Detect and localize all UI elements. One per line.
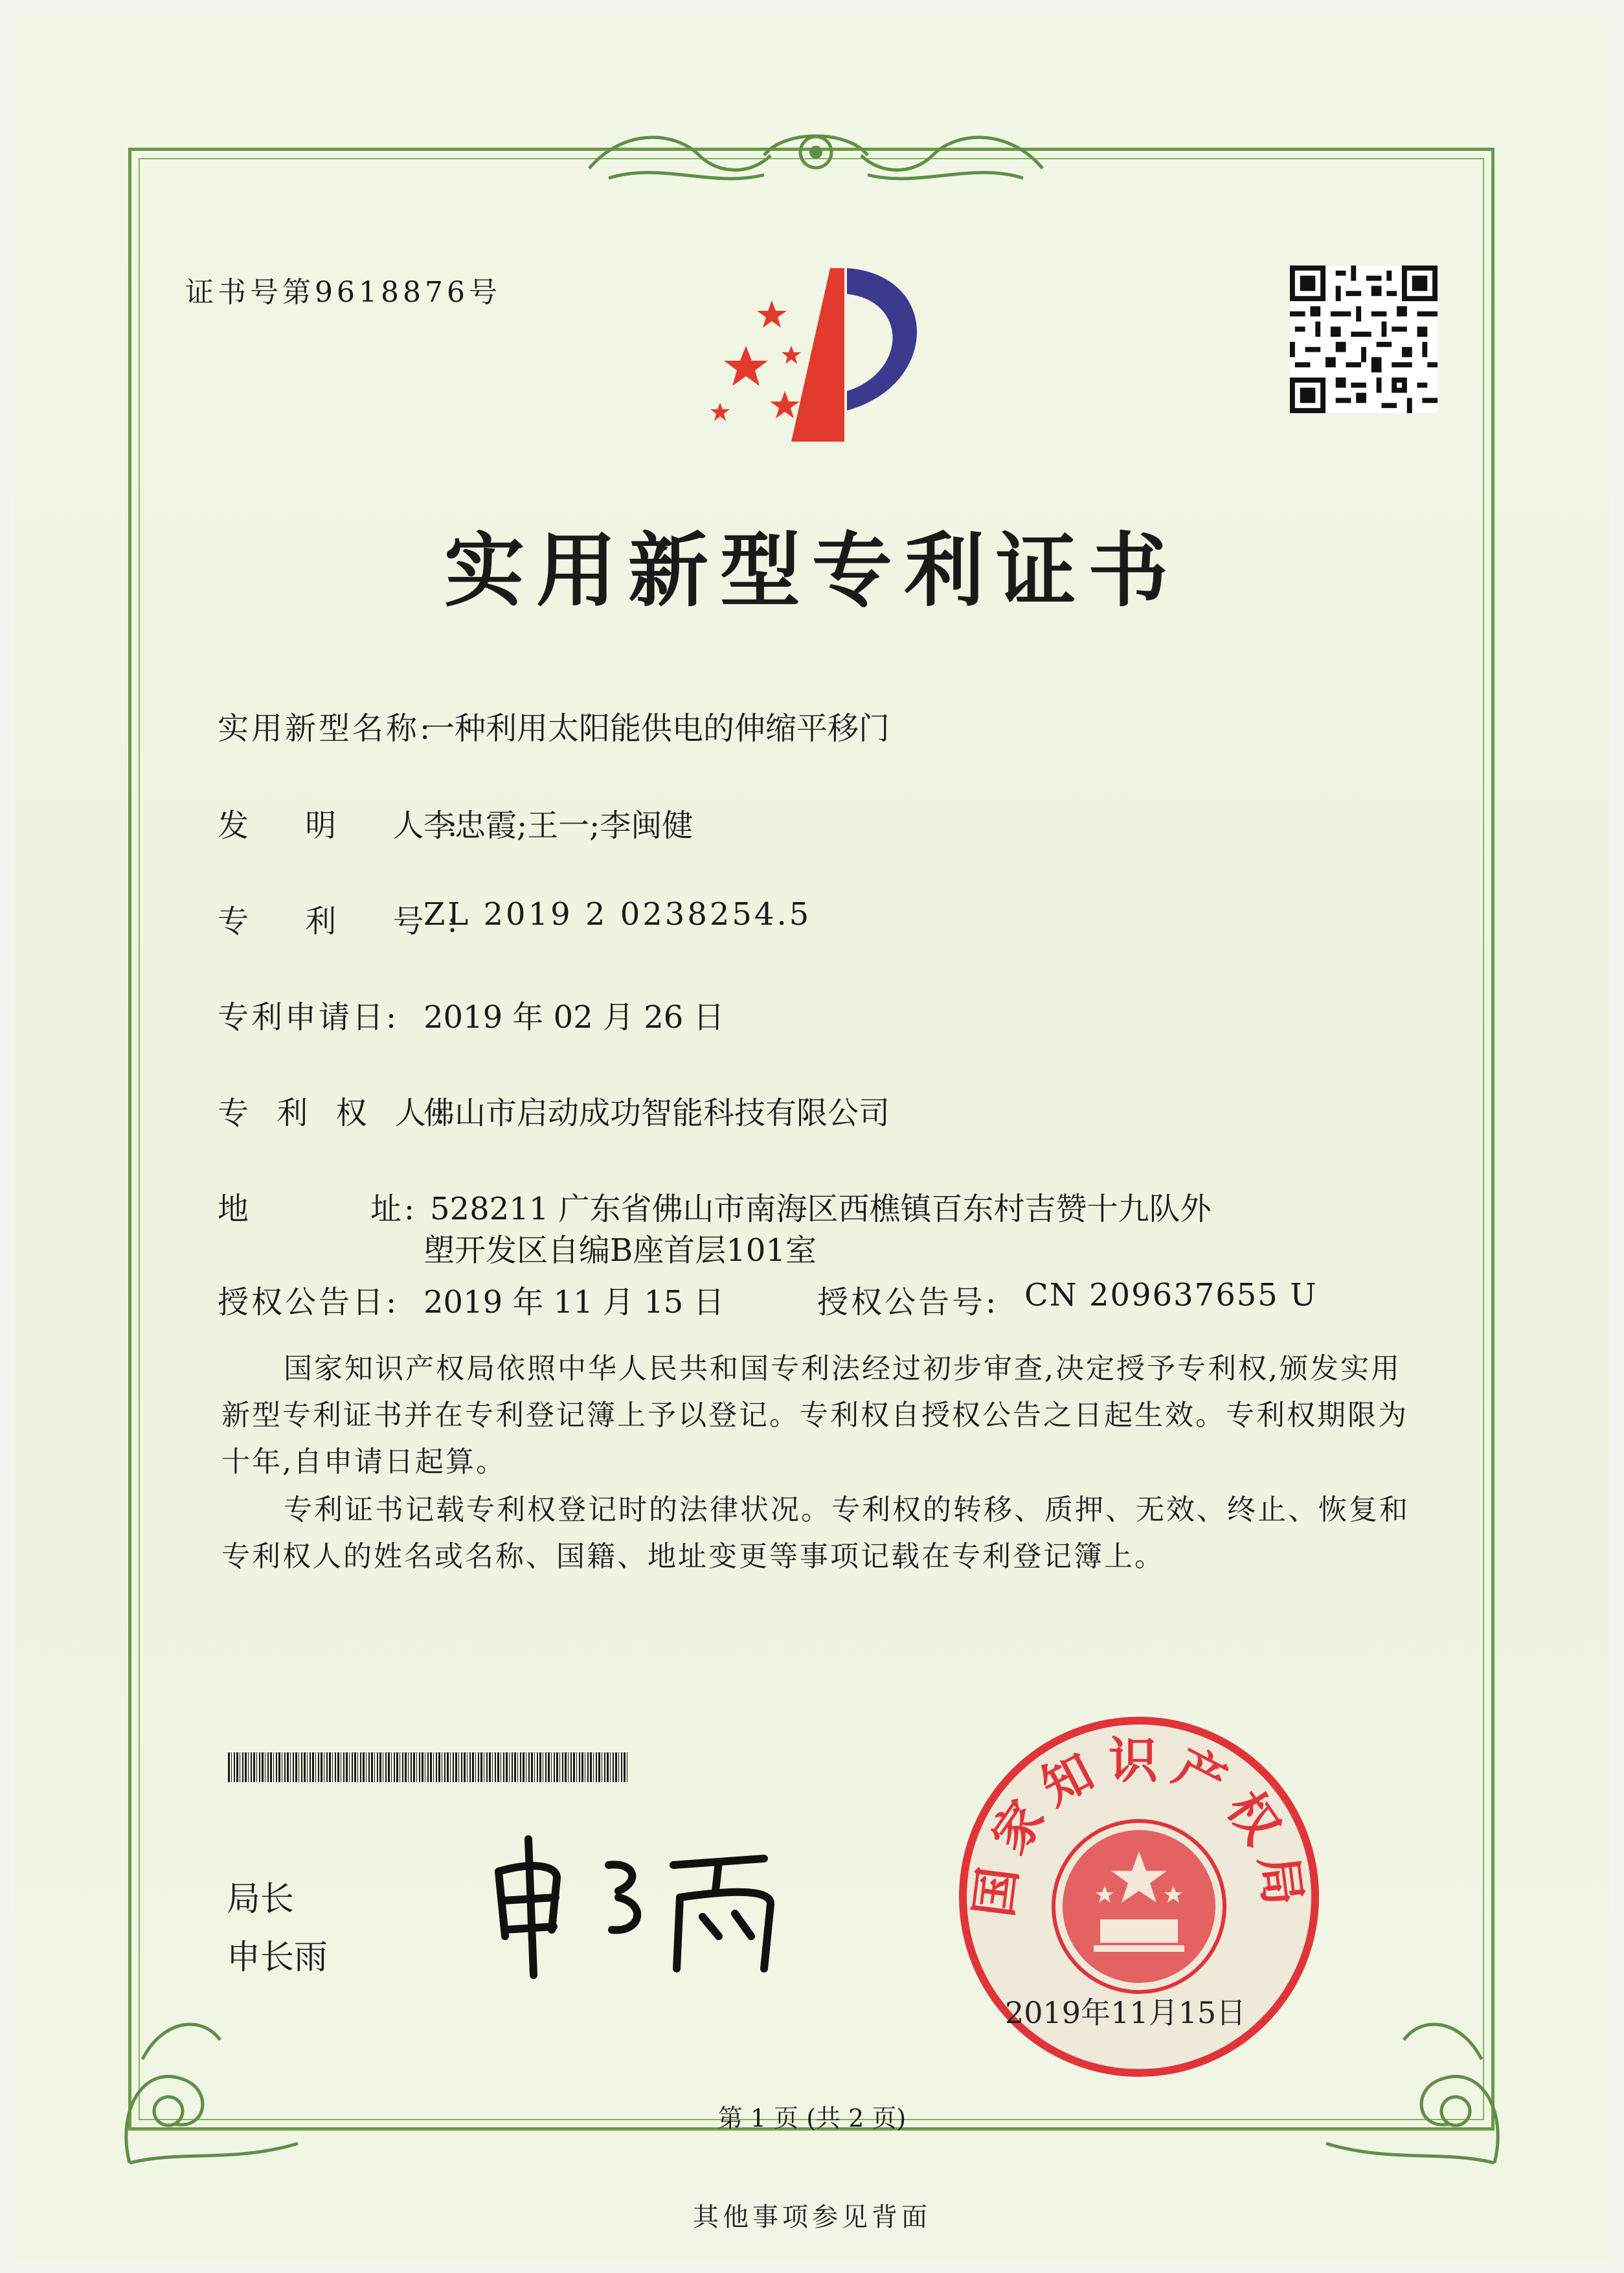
director-name: 申长雨 xyxy=(227,1938,328,1977)
address-line-1: 528211 广东省佛山市南海区西樵镇百东村吉赞十九队外 xyxy=(430,1191,1212,1227)
inventor-label: 发 明 人: xyxy=(218,808,481,844)
patentee-label: 专 利 权 人: xyxy=(218,1095,455,1131)
director-signature xyxy=(479,1826,829,1982)
utility-model-name: 一种利用太阳能供电的伸缩平移门 xyxy=(423,710,890,747)
legal-status-paragraph: 专利证书记载专利权登记时的法律状况。专利权的转移、质押、无效、终止、恢复和专利权人的姓名或名称、国籍、地址变更等事项记载在专利登记簿上。 xyxy=(221,1493,1410,1573)
name-label: 实用新型名称: xyxy=(218,710,433,747)
certificate-number: 证书号第9618876号 xyxy=(185,276,501,309)
address-label-right: 址: xyxy=(370,1191,418,1227)
director-title: 局长 xyxy=(227,1880,295,1919)
bottom-right-ornament xyxy=(1307,1982,1520,2176)
grant-statement-paragraph: 国家知识产权局依照中华人民共和国专利法经过初步审查,决定授予专利权,颁发实用新型专利证书并在专利登记簿上予以登记。专利权自授权公告之日起生效。专利权期限为十年,自申请日起算。 xyxy=(221,1352,1408,1478)
patentee-value: 佛山市启动成功智能科技有限公司 xyxy=(423,1095,890,1131)
top-ornament xyxy=(570,117,1062,194)
patent-number-label: 专 利 号: xyxy=(218,903,481,940)
barcode xyxy=(228,1752,628,1782)
grant-date-value: 2019 年 11 月 15 日 xyxy=(423,1284,725,1320)
address-label-left: 地 xyxy=(218,1191,252,1227)
grant-number-value: CN 209637655 U xyxy=(1024,1277,1318,1313)
grant-number-label: 授权公告号: xyxy=(817,1284,999,1320)
grant-date-label: 授权公告日: xyxy=(218,1284,400,1320)
seal-text: 国家知识产权局 xyxy=(964,1732,1314,1920)
inventor-value: 李忠霞;王一;李闽健 xyxy=(423,808,694,844)
bottom-left-ornament xyxy=(104,1982,317,2176)
certificate-title: 实用新型专利证书 xyxy=(444,525,1180,618)
page-number: 第 1 页 (共 2 页) xyxy=(717,2104,907,2132)
qr-code-icon xyxy=(1290,266,1438,413)
address-line-2: 塱开发区自编B座首层101室 xyxy=(423,1232,817,1269)
seal-date: 2019年11月15日 xyxy=(1005,1995,1246,2030)
filing-date-value: 2019 年 02 月 26 日 xyxy=(423,999,725,1035)
patent-number-value: ZL 2019 2 0238254.5 xyxy=(423,896,812,933)
filing-date-label: 专利申请日: xyxy=(218,999,400,1035)
footer-note: 其他事项参见背面 xyxy=(693,2202,931,2232)
patent-office-logo-icon xyxy=(694,262,940,449)
